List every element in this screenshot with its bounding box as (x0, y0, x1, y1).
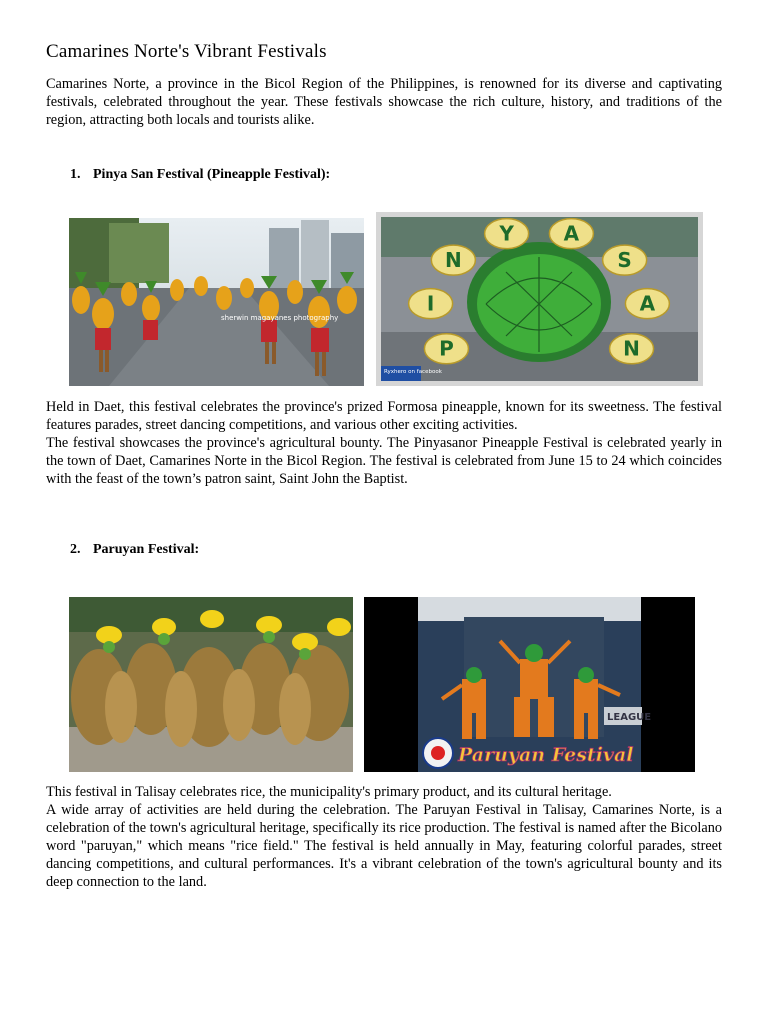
festival-2-heading (70, 542, 199, 558)
festival-1-paragraph-2: The festival showcases the province's agricultural bounty. The Pinyasanor Pineapple Festival is celebrated yearly in the town of Daet, Camarines Norte in the Bicol Region. The festival is celebrated from June 15 to 24 which coincides with the feast of the town’s patron saint, Saint John the Baptist. (46, 435, 722, 487)
paruyan-stage-photo (364, 597, 695, 772)
sign-letter: N (623, 336, 640, 361)
page-title: Camarines Norte's Vibrant Festivals (46, 41, 327, 62)
sign-letter: A (563, 221, 580, 246)
festival-1-paragraph-1: Held in Daet, this festival celebrates the province's prized Formosa pineapple, known for its sweetness. The festival features parades, street dancing competitions, and various other exciting activities. (46, 399, 722, 433)
stage-banner-text: LEAGUE (607, 712, 652, 723)
sign-letter: P (439, 336, 454, 361)
sign-letter: Y (499, 221, 514, 246)
photo-watermark: sherwin magayanes photography (221, 314, 339, 322)
festival-2-number: 2. (70, 542, 81, 557)
sign-letter: I (426, 291, 435, 316)
festival-1-name: Pinya San Festival (Pineapple Festival): (93, 167, 331, 182)
intro-paragraph (46, 75, 722, 129)
sign-letter: S (617, 248, 632, 273)
festival-2-name: Paruyan Festival: (93, 542, 200, 557)
facebook-credit: Ryxhero on facebook (384, 369, 442, 375)
pinyasan-sign-photo (376, 212, 703, 386)
sign-letter: A (639, 291, 656, 316)
sign-letter: N (444, 248, 462, 273)
festival-1-number: 1. (70, 167, 81, 182)
festival-2-description (46, 783, 722, 891)
pineapple-parade-photo (69, 218, 364, 386)
festival-2-paragraph-1: This festival in Talisay celebrates rice, the municipality's primary product, and its cultural heritage. (46, 784, 612, 800)
festival-1-description (46, 398, 722, 488)
paruyan-dancers-photo (69, 597, 353, 772)
festival-1-heading (70, 167, 330, 183)
intro-text: Camarines Norte, a province in the Bicol Region of the Philippines, is renowned for its diverse and captivating festivals, celebrated throughout the year. These festivals showcase the rich culture, history, and traditions of the region, attracting both locals and tourists alike. (46, 76, 722, 128)
paruyan-logo-text: Paruyan Festival (458, 744, 634, 766)
festival-2-paragraph-2: A wide array of activities are held during the celebration. The Paruyan Festival in Talisay, Camarines Norte, is a celebration of the town's agricultural heritage, specifically its rice production. The festival is named after the Bicolano word "paruyan," which means "rice field." The festival is held annually in May, featuring colorful parades, street dancing competitions, and cultural performances. It's a vibrant celebration of the town's agricultural bounty and its deep connection to the land. (46, 802, 722, 890)
